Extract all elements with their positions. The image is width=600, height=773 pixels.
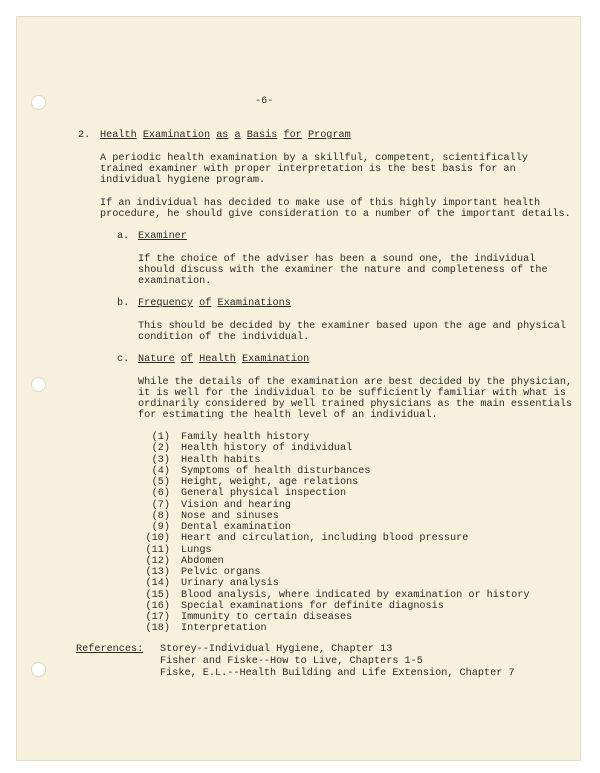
subsection-a-line-3: examination. — [138, 276, 212, 287]
subsection-a-title: Examiner — [138, 231, 187, 242]
subsection-c-title: Nature of Health Examination — [138, 354, 310, 365]
list-item-number: (9) — [151, 522, 170, 533]
subsection-b-letter: b. — [117, 298, 130, 309]
list-item-text: Health history of individual — [181, 443, 353, 455]
intro-line-1: A periodic health examination by a skillful, competent, scientifically — [100, 153, 528, 164]
list-item-number: (3) — [151, 454, 170, 466]
list-item-text: Nose and sinuses — [181, 510, 279, 522]
subsection-c-line-2: it is well for the individual to be sufficiently familiar with what is — [138, 388, 566, 399]
list-item-text: Symptoms of health disturbances — [181, 465, 371, 477]
list-item-text: Vision and hearing — [181, 499, 292, 511]
second-para-line-1: If an individual has decided to make use of this highly important health — [100, 198, 541, 209]
section-number: 2. — [78, 130, 91, 141]
subsection-b-title: Frequency of Examinations — [138, 298, 291, 309]
list-item-number: (11) — [145, 544, 170, 556]
list-item-number: (6) — [151, 488, 170, 500]
punch-hole-middle — [31, 377, 46, 392]
punch-hole-top — [31, 95, 46, 110]
page-number: -6- — [255, 96, 274, 107]
subsection-c-line-3: ordinarily considered by well trained physicians as the main essentials — [138, 399, 573, 410]
intro-line-3: individual hygiene program. — [100, 175, 266, 186]
list-item-number: (16) — [145, 600, 170, 612]
list-item-number: (15) — [145, 589, 170, 601]
list-item-text: Dental examination — [181, 522, 292, 533]
list-item-number: (1) — [151, 432, 170, 443]
reference-3: Fiske, E.L.--Health Building and Life Extension, Chapter 7 — [160, 668, 515, 679]
list-item-text: General physical inspection — [181, 488, 347, 500]
subsection-c-line-1: While the details of the examination are best decided by the physician, — [138, 377, 573, 388]
list-item-text: Immunity to certain diseases — [181, 612, 353, 623]
list-item-text: Blood analysis, where indicated by examination or history — [181, 589, 530, 601]
subsection-a-line-2: should discuss with the examiner the nature and completeness of the — [138, 265, 548, 276]
list-item-text: Special examinations for definite diagnosis — [181, 600, 444, 612]
list-item-text: Health habits — [181, 454, 261, 466]
references-label: References: — [76, 644, 144, 655]
list-item-number: (2) — [151, 443, 170, 455]
list-item-number: (10) — [145, 533, 170, 545]
second-para-line-2: procedure, he should give consideration to a number of the important details. — [100, 209, 571, 220]
intro-line-2: trained examiner with proper interpretation is the best basis for an — [100, 164, 516, 175]
list-item-number: (18) — [145, 623, 170, 635]
subsection-c-letter: c. — [117, 354, 130, 365]
list-item-number: (14) — [145, 578, 170, 590]
list-item-number: (13) — [145, 567, 170, 578]
section-title: Health Examination as a Basis for Program — [100, 130, 351, 141]
subsection-b-line-1: This should be decided by the examiner based upon the age and physical — [138, 321, 566, 332]
punch-hole-bottom — [31, 662, 46, 677]
list-item-number: (7) — [151, 499, 170, 511]
list-item-number: (8) — [151, 510, 170, 522]
list-item-number: (5) — [151, 477, 170, 488]
subsection-b-line-2: condition of the individual. — [138, 332, 310, 343]
list-item-text: Height, weight, age relations — [181, 477, 359, 488]
list-item-text: Interpretation — [181, 623, 267, 635]
list-item-number: (17) — [145, 612, 170, 623]
list-item-text: Heart and circulation, including blood pressure — [181, 533, 469, 545]
list-item-text: Pelvic organs — [181, 567, 261, 578]
list-item-text: Lungs — [181, 544, 212, 556]
list-item-text: Abdomen — [181, 555, 224, 567]
subsection-a-line-1: If the choice of the adviser has been a sound one, the individual — [138, 254, 536, 265]
reference-1: Storey--Individual Hygiene, Chapter 13 — [160, 644, 393, 655]
list-item-number: (12) — [145, 555, 170, 567]
subsection-c-line-4: for estimating the health level of an individual. — [138, 410, 438, 421]
list-item-text: Urinary analysis — [181, 578, 279, 590]
list-item-text: Family health history — [181, 432, 310, 443]
reference-2: Fisher and Fiske--How to Live, Chapters 1-5 — [160, 656, 423, 667]
subsection-a-letter: a. — [117, 231, 130, 242]
list-item-number: (4) — [151, 465, 170, 477]
